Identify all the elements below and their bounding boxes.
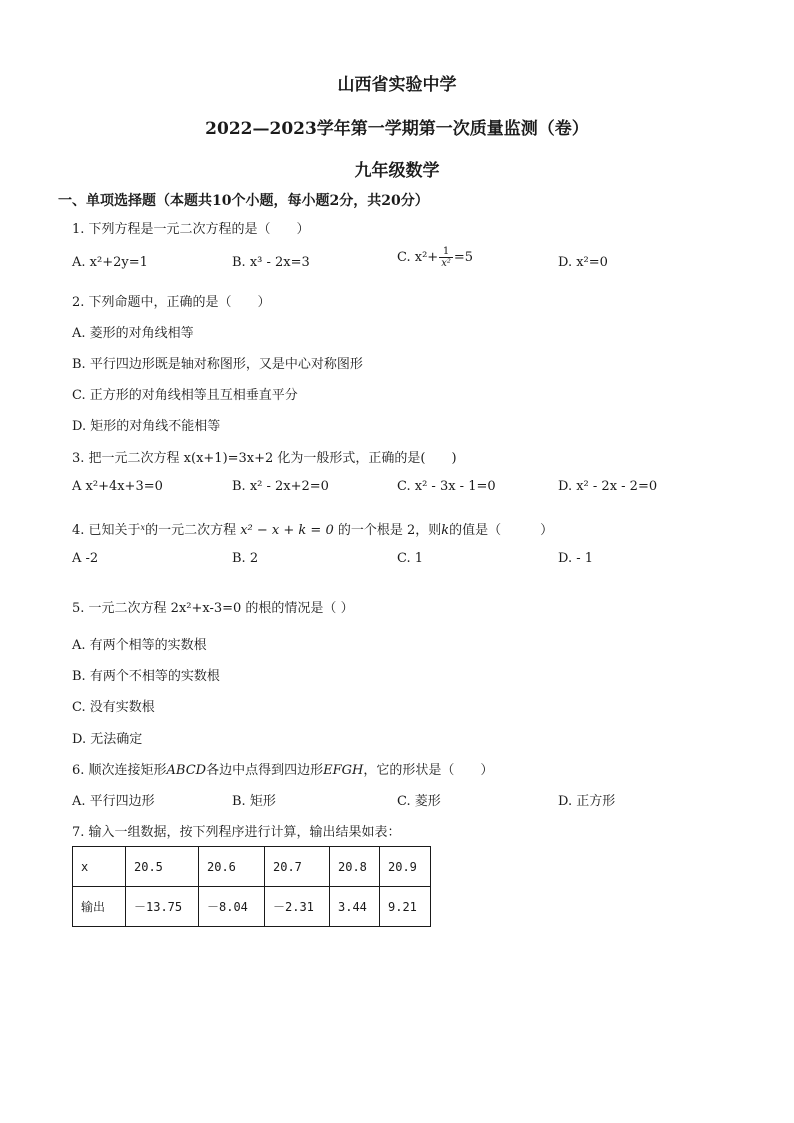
variable-x: x — [140, 523, 146, 532]
question-4-option-a: A -2 — [72, 551, 99, 566]
question-3-option-c: C. x² - 3x - 1=0 — [397, 479, 496, 494]
question-4-option-d: D. - 1 — [558, 551, 594, 566]
table-row — [73, 887, 431, 927]
question-4-stem — [72, 519, 553, 538]
question-6-stem — [72, 759, 493, 778]
question-4-stem-suffix: 的值是（ ） — [449, 523, 554, 538]
question-3-option-a: A x²+4x+3=0 — [72, 479, 163, 494]
quadrilateral-efgh: EFGH — [323, 763, 364, 778]
table-cell: 9.21 — [380, 887, 431, 927]
question-5-option-c: C. 没有实数根 — [72, 700, 155, 715]
table-cell: 20.8 — [330, 847, 380, 887]
table-cell: 输出 — [73, 887, 126, 927]
question-6-option-c: C. 菱形 — [397, 794, 441, 809]
question-7-stem: 7. 输入一组数据，按下列程序进行计算，输出结果如表： — [72, 825, 401, 840]
question-2-option-d: D. 矩形的对角线不能相等 — [72, 419, 221, 434]
question-5-option-a: A. 有两个相等的实数根 — [72, 638, 207, 653]
table-cell: 20.7 — [265, 847, 330, 887]
question-4-stem-middle: 的一元二次方程 — [145, 523, 237, 538]
question-4-stem-middle-2: 的一个根是 2，则 — [337, 523, 442, 538]
table-cell: x — [73, 847, 126, 887]
table-cell: －2.31 — [265, 887, 330, 927]
question-2-option-a: A. 菱形的对角线相等 — [72, 326, 194, 341]
question-6-stem-suffix: ，它的形状是（ ） — [363, 763, 494, 778]
equation: x² − x + k = 0 — [240, 523, 334, 538]
question-1-option-a: A. x²+2y=1 — [72, 255, 148, 270]
section-heading: 一、单项选择题（本题共10个小题，每小题2分，共20分） — [58, 193, 429, 209]
exam-term-title: 2022—2023学年第一学期第一次质量监测（卷） — [205, 119, 589, 139]
table-cell: 20.5 — [126, 847, 199, 887]
question-1-fraction — [439, 246, 453, 269]
question-5-option-b: B. 有两个不相等的实数根 — [72, 669, 220, 684]
table-cell: －13.75 — [126, 887, 199, 927]
question-6-option-d: D. 正方形 — [558, 794, 616, 809]
question-1-option-b: B. x³ - 2x=3 — [232, 255, 310, 270]
question-4-option-c: C. 1 — [397, 551, 424, 566]
question-5-option-d: D. 无法确定 — [72, 732, 143, 747]
question-6-option-b: B. 矩形 — [232, 794, 276, 809]
question-1-stem: 1. 下列方程是一元二次方程的是（ ） — [72, 222, 310, 237]
question-2-option-c: C. 正方形的对角线相等且互相垂直平分 — [72, 388, 298, 403]
question-1-option-c-prefix: C. x²+ — [397, 250, 439, 265]
rectangle-abcd: ABCD — [166, 763, 207, 778]
question-3-option-d: D. x² - 2x - 2=0 — [558, 479, 658, 494]
input-output-table — [72, 846, 431, 927]
table-cell: －8.04 — [199, 887, 265, 927]
fraction-denominator: x² — [441, 258, 451, 269]
table-row — [73, 847, 431, 887]
question-6-stem-middle: 各边中点得到四边形 — [206, 763, 324, 778]
question-3-option-b: B. x² - 2x+2=0 — [232, 479, 329, 494]
question-5-stem: 5. 一元二次方程 2x²+x-3=0 的根的情况是（ ） — [72, 601, 354, 616]
question-3-stem: 3. 把一元二次方程 x(x+1)=3x+2 化为一般形式，正确的是( ) — [72, 451, 457, 466]
question-6-option-a: A. 平行四边形 — [72, 794, 155, 809]
exam-school-title: 山西省实验中学 — [337, 75, 457, 95]
question-6-stem-prefix: 6. 顺次连接矩形 — [72, 763, 167, 778]
question-1-option-c — [397, 246, 473, 269]
table-cell: 20.9 — [380, 847, 431, 887]
exam-subject-title: 九年级数学 — [354, 161, 440, 181]
variable-k: k — [441, 523, 450, 538]
question-4-stem-prefix: 4. 已知关于 — [72, 523, 141, 538]
question-2-stem: 2. 下列命题中，正确的是（ ） — [72, 295, 271, 310]
question-1-option-c-suffix: =5 — [453, 250, 474, 265]
table-cell: 3.44 — [330, 887, 380, 927]
question-4-option-b: B. 2 — [232, 551, 259, 566]
table-cell: 20.6 — [199, 847, 265, 887]
question-1-option-d: D. x²=0 — [558, 255, 608, 270]
fraction-numerator: 1 — [439, 246, 453, 258]
question-2-option-b: B. 平行四边形既是轴对称图形，又是中心对称图形 — [72, 357, 363, 372]
